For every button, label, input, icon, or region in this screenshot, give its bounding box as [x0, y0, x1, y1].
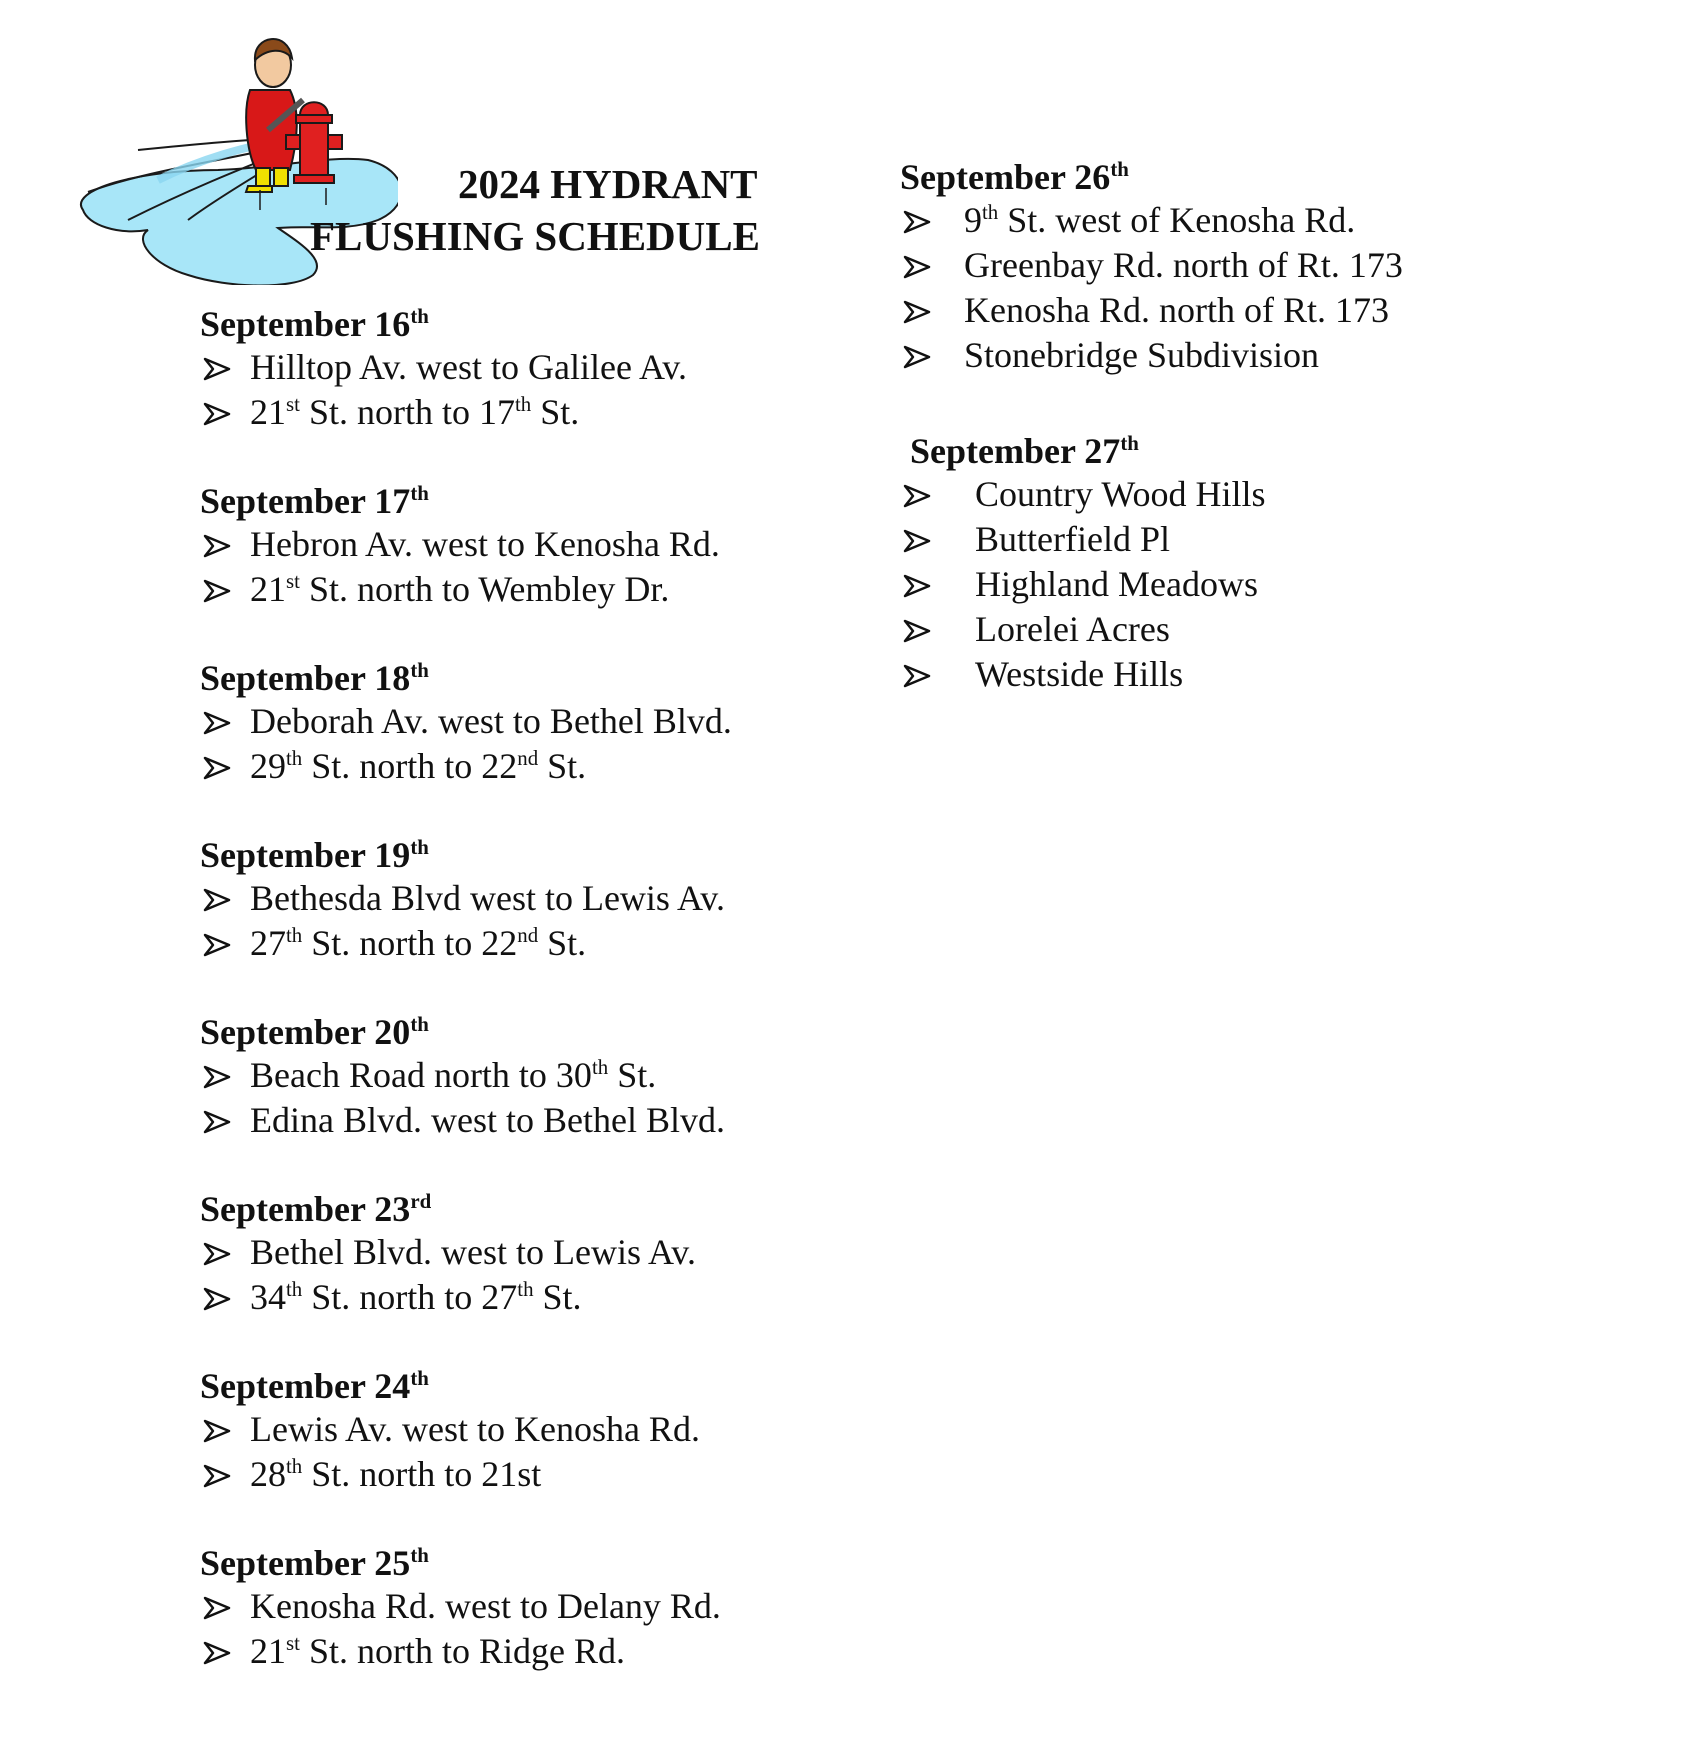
list-item — [900, 472, 1620, 517]
street-list — [200, 1584, 840, 1674]
street-text: St. north to 22 — [302, 923, 518, 963]
bullet-arrow-icon — [903, 484, 931, 508]
ordinal-suffix: th — [286, 923, 303, 947]
list-item — [900, 607, 1620, 652]
list-item — [900, 243, 1620, 288]
street-list — [200, 1230, 840, 1320]
list-item — [200, 1629, 840, 1674]
street-list — [200, 876, 840, 966]
street-text: St. north to Wembley Dr. — [299, 569, 670, 609]
day-ordinal-suffix: th — [410, 1012, 429, 1036]
day-heading — [910, 430, 1620, 472]
bullet-arrow-icon — [203, 1464, 231, 1488]
list-item — [200, 1452, 840, 1497]
schedule-day — [200, 480, 840, 612]
street-text: St. north to 27 — [302, 1277, 518, 1317]
bullet-arrow-icon — [903, 619, 931, 643]
schedule-right-column — [900, 156, 1620, 742]
ordinal-suffix: th — [514, 392, 532, 416]
street-text: Hebron Av. west to Kenosha Rd. — [250, 524, 720, 564]
ordinal-suffix: th — [591, 1055, 609, 1079]
street-text: St. — [533, 1277, 582, 1317]
day-date: September 20 — [200, 1012, 411, 1052]
bullet-arrow-icon — [203, 1065, 231, 1089]
street-list — [200, 522, 840, 612]
street-text: Bethesda Blvd west to Lewis Av. — [250, 878, 725, 918]
bullet-arrow-icon — [903, 345, 931, 369]
schedule-day — [200, 834, 840, 966]
street-list — [200, 1053, 840, 1143]
ordinal-suffix: st — [286, 569, 300, 593]
day-ordinal-suffix: th — [410, 1366, 429, 1390]
day-heading — [200, 1188, 840, 1230]
street-list — [200, 699, 840, 789]
list-item — [200, 390, 840, 435]
list-item — [900, 517, 1620, 562]
day-ordinal-suffix: th — [410, 481, 429, 505]
bullet-arrow-icon — [203, 1242, 231, 1266]
title-line-1: 2024 HYDRANT — [458, 161, 758, 207]
list-item — [200, 1407, 840, 1452]
schedule-day — [200, 1188, 840, 1320]
ordinal-suffix: th — [286, 1454, 303, 1478]
day-ordinal-suffix: th — [410, 1543, 429, 1567]
street-text: 21 — [250, 569, 286, 609]
street-text: St. — [608, 1055, 657, 1095]
bullet-arrow-icon — [203, 534, 231, 558]
bullet-arrow-icon — [203, 711, 231, 735]
day-heading — [200, 1011, 840, 1053]
street-text: Westside Hills — [975, 654, 1184, 694]
bullet-arrow-icon — [903, 664, 931, 688]
schedule-day — [900, 430, 1620, 697]
list-item — [900, 652, 1620, 697]
schedule-day — [200, 303, 840, 435]
list-item — [200, 1230, 840, 1275]
bullet-arrow-icon — [203, 357, 231, 381]
street-text: Country Wood Hills — [975, 474, 1266, 514]
bullet-arrow-icon — [903, 300, 931, 324]
street-text: Butterfield Pl — [975, 519, 1170, 559]
ordinal-suffix: th — [286, 1277, 303, 1301]
day-ordinal-suffix: rd — [410, 1189, 432, 1213]
bullet-arrow-icon — [203, 756, 231, 780]
bullet-arrow-icon — [903, 255, 931, 279]
list-item — [900, 333, 1620, 378]
day-date: September 26 — [900, 157, 1111, 197]
bullet-arrow-icon — [203, 1110, 231, 1134]
schedule-left-column — [200, 303, 840, 1719]
street-list — [200, 345, 840, 435]
day-date: September 24 — [200, 1366, 411, 1406]
day-date: September 17 — [200, 481, 411, 521]
bullet-arrow-icon — [203, 402, 231, 426]
list-item — [200, 876, 840, 921]
street-text: 29 — [250, 746, 286, 786]
day-date: September 25 — [200, 1543, 411, 1583]
street-text: 27 — [250, 923, 286, 963]
day-ordinal-suffix: th — [1110, 157, 1129, 181]
bullet-arrow-icon — [903, 210, 931, 234]
street-text: Lewis Av. west to Kenosha Rd. — [250, 1409, 700, 1449]
day-heading — [200, 1542, 840, 1584]
day-date: September 19 — [200, 835, 411, 875]
day-heading — [200, 657, 840, 699]
day-heading — [200, 1365, 840, 1407]
street-text: Kenosha Rd. west to Delany Rd. — [250, 1586, 721, 1626]
schedule-day — [200, 1011, 840, 1143]
list-item — [200, 699, 840, 744]
ordinal-suffix: nd — [517, 923, 539, 947]
day-heading — [200, 480, 840, 522]
list-item — [200, 921, 840, 966]
schedule-day — [200, 1365, 840, 1497]
street-text: Deborah Av. west to Bethel Blvd. — [250, 701, 732, 741]
street-text: St. north to 22 — [302, 746, 518, 786]
day-heading — [900, 156, 1620, 198]
list-item — [200, 345, 840, 390]
street-text: Lorelei Acres — [975, 609, 1170, 649]
bullet-arrow-icon — [903, 574, 931, 598]
street-text: Bethel Blvd. west to Lewis Av. — [250, 1232, 696, 1272]
street-text: Greenbay Rd. north of Rt. 173 — [964, 245, 1403, 285]
street-text: Highland Meadows — [975, 564, 1258, 604]
day-date: September 23 — [200, 1189, 411, 1229]
schedule-day — [200, 1542, 840, 1674]
day-ordinal-suffix: th — [410, 835, 429, 859]
day-heading — [200, 834, 840, 876]
bullet-arrow-icon — [203, 1641, 231, 1665]
street-text: Kenosha Rd. north of Rt. 173 — [964, 290, 1389, 330]
list-item — [200, 567, 840, 612]
page-title — [310, 158, 830, 262]
street-text: Edina Blvd. west to Bethel Blvd. — [250, 1100, 725, 1140]
day-date: September 18 — [200, 658, 411, 698]
street-text: St. north to Ridge Rd. — [299, 1631, 625, 1671]
street-list — [200, 1407, 840, 1497]
street-list — [900, 472, 1620, 697]
street-text: 28 — [250, 1454, 286, 1494]
day-ordinal-suffix: th — [410, 658, 429, 682]
bullet-arrow-icon — [203, 1596, 231, 1620]
day-ordinal-suffix: th — [1120, 431, 1139, 455]
bullet-arrow-icon — [203, 888, 231, 912]
ordinal-suffix: st — [286, 392, 300, 416]
schedule-day — [200, 657, 840, 789]
street-text: 34 — [250, 1277, 286, 1317]
list-item — [900, 562, 1620, 607]
street-text: St. north to 21st — [302, 1454, 542, 1494]
day-date: September 27 — [910, 431, 1121, 471]
day-ordinal-suffix: th — [410, 304, 429, 328]
day-heading — [200, 303, 840, 345]
bullet-arrow-icon — [203, 1287, 231, 1311]
street-list — [900, 198, 1620, 378]
street-text: 9 — [964, 200, 982, 240]
street-text: Beach Road north to 30 — [250, 1055, 592, 1095]
ordinal-suffix: nd — [517, 746, 539, 770]
street-text: 21 — [250, 392, 286, 432]
bullet-arrow-icon — [903, 529, 931, 553]
street-text: St. — [538, 923, 587, 963]
list-item — [200, 1275, 840, 1320]
street-text: St. north to 17 — [299, 392, 515, 432]
street-text: Hilltop Av. west to Galilee Av. — [250, 347, 687, 387]
bullet-arrow-icon — [203, 1419, 231, 1443]
list-item — [200, 1584, 840, 1629]
ordinal-suffix: th — [982, 200, 999, 224]
day-date: September 16 — [200, 304, 411, 344]
list-item — [200, 1098, 840, 1143]
street-text: St. — [538, 746, 587, 786]
list-item — [900, 288, 1620, 333]
list-item — [900, 198, 1620, 243]
street-text: St. — [531, 392, 580, 432]
ordinal-suffix: th — [286, 746, 303, 770]
bullet-arrow-icon — [203, 933, 231, 957]
bullet-arrow-icon — [203, 579, 231, 603]
ordinal-suffix: st — [286, 1631, 300, 1655]
street-text: Stonebridge Subdivision — [964, 335, 1320, 375]
list-item — [200, 1053, 840, 1098]
ordinal-suffix: th — [517, 1277, 534, 1301]
list-item — [200, 522, 840, 567]
title-line-2: FLUSHING SCHEDULE — [310, 213, 760, 259]
schedule-day — [900, 156, 1620, 378]
street-text: St. west of Kenosha Rd. — [998, 200, 1356, 240]
list-item — [200, 744, 840, 789]
street-text: 21 — [250, 1631, 286, 1671]
